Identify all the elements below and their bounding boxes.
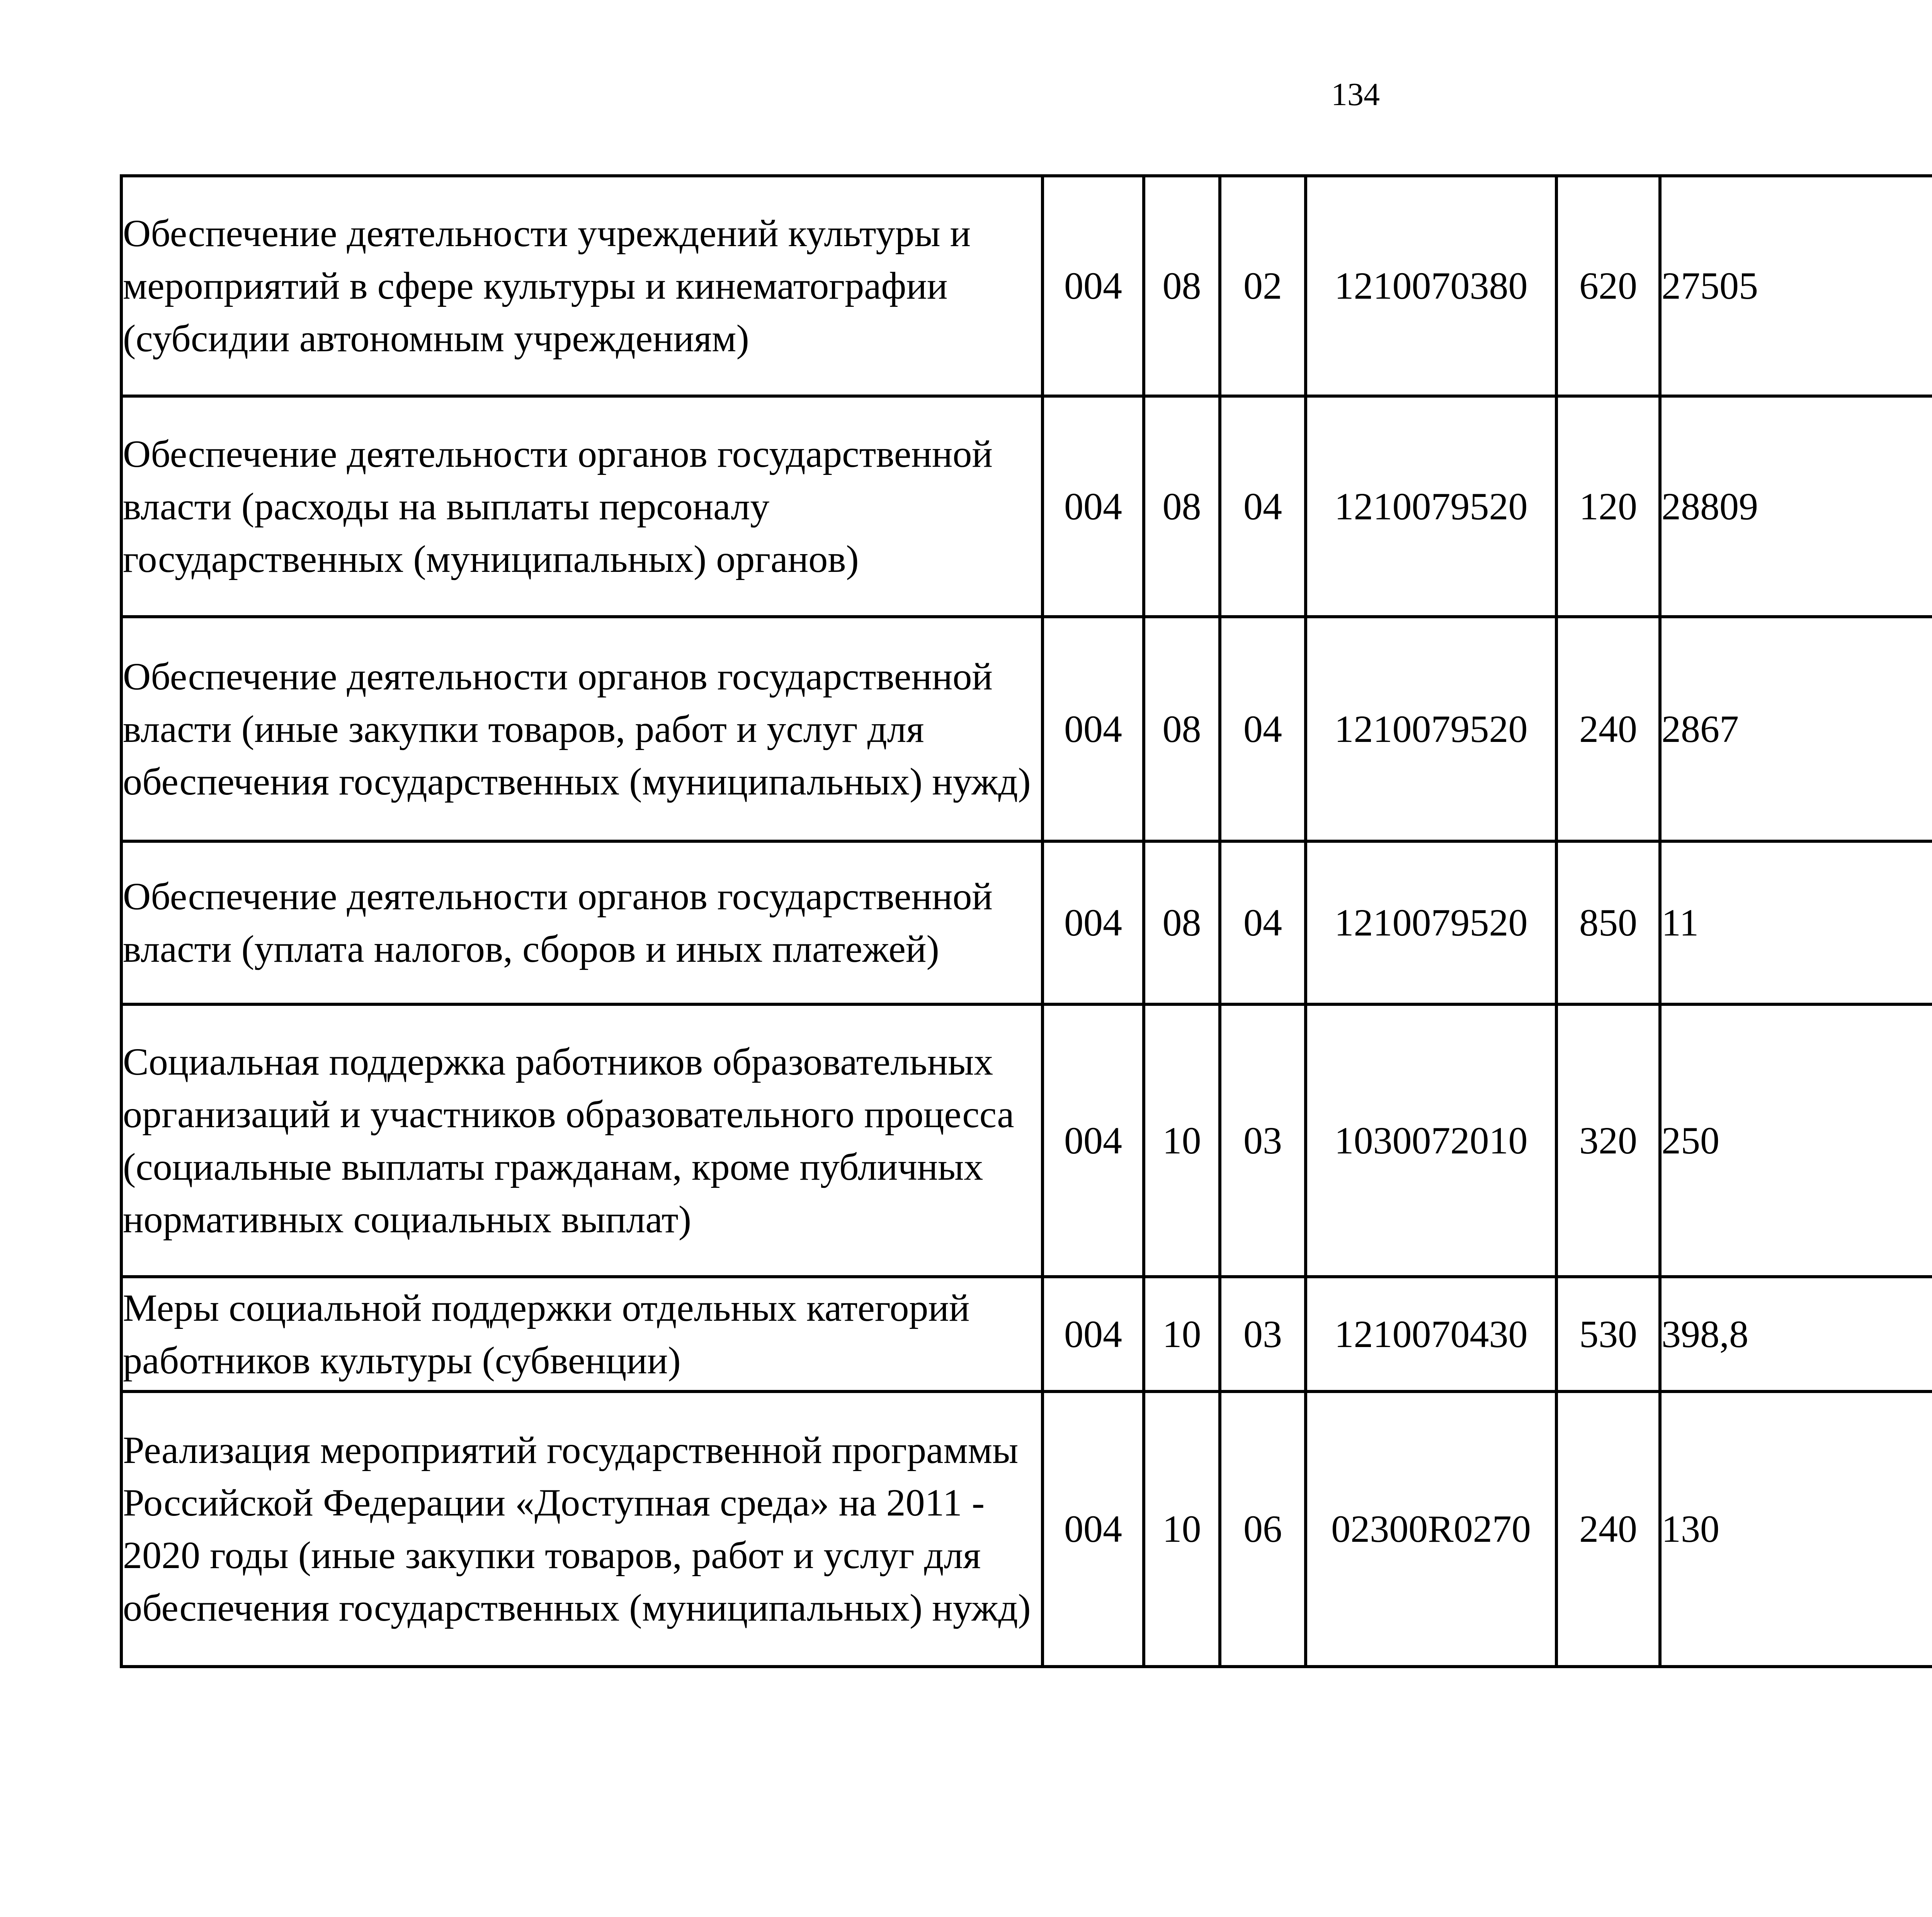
cell-section: 10: [1144, 1277, 1220, 1391]
cell-amount-1: 11: [1660, 841, 1932, 1004]
cell-target-article: 1210079520: [1306, 396, 1556, 617]
cell-subsection: 02: [1220, 176, 1306, 396]
cell-expense-type: 620: [1556, 176, 1660, 396]
cell-grbs: 004: [1043, 1391, 1144, 1667]
cell-section: 10: [1144, 1004, 1220, 1277]
cell-subsection: 04: [1220, 841, 1306, 1004]
cell-target-article: 1030072010: [1306, 1004, 1556, 1277]
cell-expense-type: 320: [1556, 1004, 1660, 1277]
cell-amount-1: 398,8: [1660, 1277, 1932, 1391]
cell-subsection: 04: [1220, 617, 1306, 841]
cell-target-article: 02300R0270: [1306, 1391, 1556, 1667]
table-row: [121, 1004, 1932, 1277]
budget-table: [120, 174, 1932, 1668]
table-row: [121, 841, 1932, 1004]
row-description: Обеспечение деятельности органов государственной власти (иные закупки товаров, работ и услуг для обеспечения государственных (муниципальных) нужд): [121, 617, 1043, 841]
cell-amount-1: 27505: [1660, 176, 1932, 396]
cell-expense-type: 120: [1556, 396, 1660, 617]
table-row: [121, 176, 1932, 396]
cell-target-article: 1210079520: [1306, 617, 1556, 841]
row-description: Обеспечение деятельности учреждений культуры и мероприятий в сфере культуры и кинематографии (субсидии автономным учреждениям): [121, 176, 1043, 396]
cell-subsection: 03: [1220, 1277, 1306, 1391]
cell-subsection: 06: [1220, 1391, 1306, 1667]
cell-grbs: 004: [1043, 617, 1144, 841]
table-row: [121, 396, 1932, 617]
cell-amount-1: 28809: [1660, 396, 1932, 617]
row-description: Меры социальной поддержки отдельных категорий работников культуры (субвенции): [121, 1277, 1043, 1391]
cell-grbs: 004: [1043, 1277, 1144, 1391]
cell-section: 08: [1144, 396, 1220, 617]
cell-expense-type: 530: [1556, 1277, 1660, 1391]
table-row: [121, 1391, 1932, 1667]
cell-grbs: 004: [1043, 396, 1144, 617]
cell-section: 08: [1144, 176, 1220, 396]
cell-grbs: 004: [1043, 1004, 1144, 1277]
cell-target-article: 1210070430: [1306, 1277, 1556, 1391]
table-row: [121, 617, 1932, 841]
cell-section: 08: [1144, 617, 1220, 841]
row-description: Обеспечение деятельности органов государственной власти (расходы на выплаты персоналу государственных (муниципальных) органов): [121, 396, 1043, 617]
table-row: [121, 1277, 1932, 1391]
cell-subsection: 04: [1220, 396, 1306, 617]
cell-expense-type: 240: [1556, 617, 1660, 841]
row-description: Реализация мероприятий государственной программы Российской Федерации «Доступная среда» на 2011 - 2020 годы (иные закупки товаров, работ и услуг для обеспечения государственных (муниципальных) нужд): [121, 1391, 1043, 1667]
cell-target-article: 1210070380: [1306, 176, 1556, 396]
cell-section: 08: [1144, 841, 1220, 1004]
page-number: 134: [1331, 77, 1380, 112]
cell-target-article: 1210079520: [1306, 841, 1556, 1004]
cell-grbs: 004: [1043, 176, 1144, 396]
cell-amount-1: 250: [1660, 1004, 1932, 1277]
cell-expense-type: 240: [1556, 1391, 1660, 1667]
cell-amount-1: 130: [1660, 1391, 1932, 1667]
cell-amount-1: 2867: [1660, 617, 1932, 841]
row-description: Социальная поддержка работников образовательных организаций и участников образовательного процесса (социальные выплаты гражданам, кроме публичных нормативных социальных выплат): [121, 1004, 1043, 1277]
cell-subsection: 03: [1220, 1004, 1306, 1277]
cell-grbs: 004: [1043, 841, 1144, 1004]
cell-section: 10: [1144, 1391, 1220, 1667]
cell-expense-type: 850: [1556, 841, 1660, 1004]
row-description: Обеспечение деятельности органов государственной власти (уплата налогов, сборов и иных платежей): [121, 841, 1043, 1004]
